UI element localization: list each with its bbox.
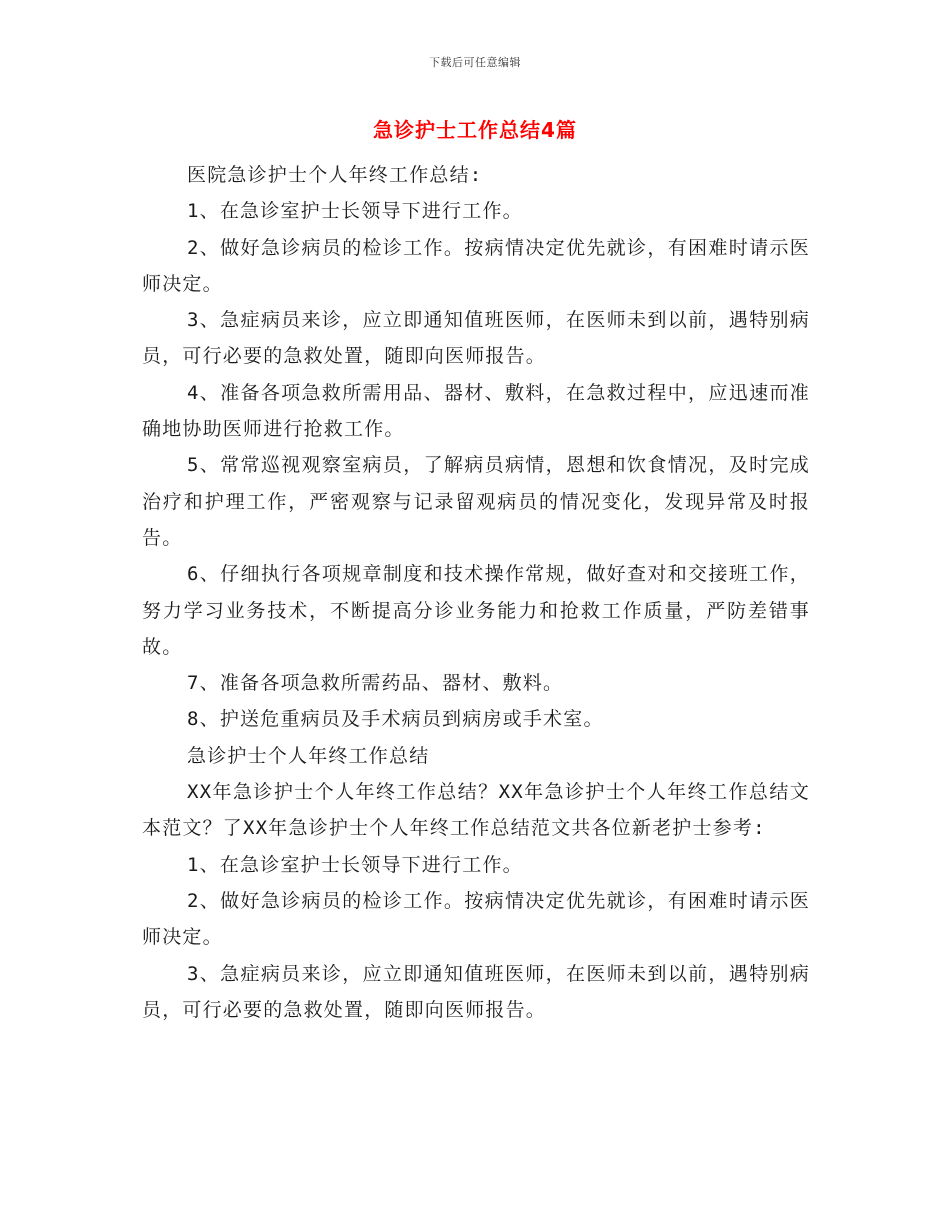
- paragraph: 3、急症病员来诊，应立即通知值班医师，在医师未到以前，遇特别病员，可行必要的急救处置，随即向医师报告。: [142, 309, 810, 368]
- paragraph: 6、仔细执行各项规章制度和技术操作常规，做好查对和交接班工作，努力学习业务技术，不断提高分诊业务能力和抢救工作质量，严防差错事故。: [142, 563, 810, 658]
- document-title: 急诊护士工作总结4篇: [373, 118, 577, 142]
- header-note: 下载后可任意编辑: [429, 56, 521, 69]
- section-heading: 急诊护士个人年终工作总结: [187, 744, 430, 767]
- paragraph: 2、做好急诊病员的检诊工作。按病情决定优先就诊，有困难时请示医师决定。: [142, 236, 810, 295]
- paragraph: 4、准备各项急救所需用品、器材、敷料，在急救过程中，应迅速而准确地协助医师进行抢救工作。: [142, 381, 810, 441]
- paragraph: 3、急症病员来诊，应立即通知值班医师，在医师未到以前，遇特别病员，可行必要的急救处置，随即向医师报告。: [142, 962, 810, 1021]
- paragraph: 2、做好急诊病员的检诊工作。按病情决定优先就诊，有困难时请示医师决定。: [142, 889, 810, 949]
- paragraph: XX年急诊护士个人年终工作总结？XX年急诊护士个人年终工作总结文本范文？了XX年急诊护士个人年终工作总结范文共各位新老护士参考:: [142, 781, 810, 840]
- paragraph: 医院急诊护士个人年终工作总结:: [187, 164, 483, 186]
- paragraph: 8、护送危重病员及手术病员到病房或手术室。: [187, 708, 604, 731]
- paragraph: 5、常常巡视观察室病员，了解病员病情，恩想和饮食情况，及时完成治疗和护理工作，严密观察与记录留观病员的情况变化，发现异常及时报告。: [142, 454, 810, 549]
- paragraph: 1、在急诊室护士长领导下进行工作。: [187, 853, 523, 876]
- document-body: [142, 157, 810, 1028]
- paragraph: 1、在急诊室护士长领导下进行工作。: [187, 200, 523, 223]
- paragraph: 7、准备各项急救所需药品、器材、敷料。: [187, 672, 564, 695]
